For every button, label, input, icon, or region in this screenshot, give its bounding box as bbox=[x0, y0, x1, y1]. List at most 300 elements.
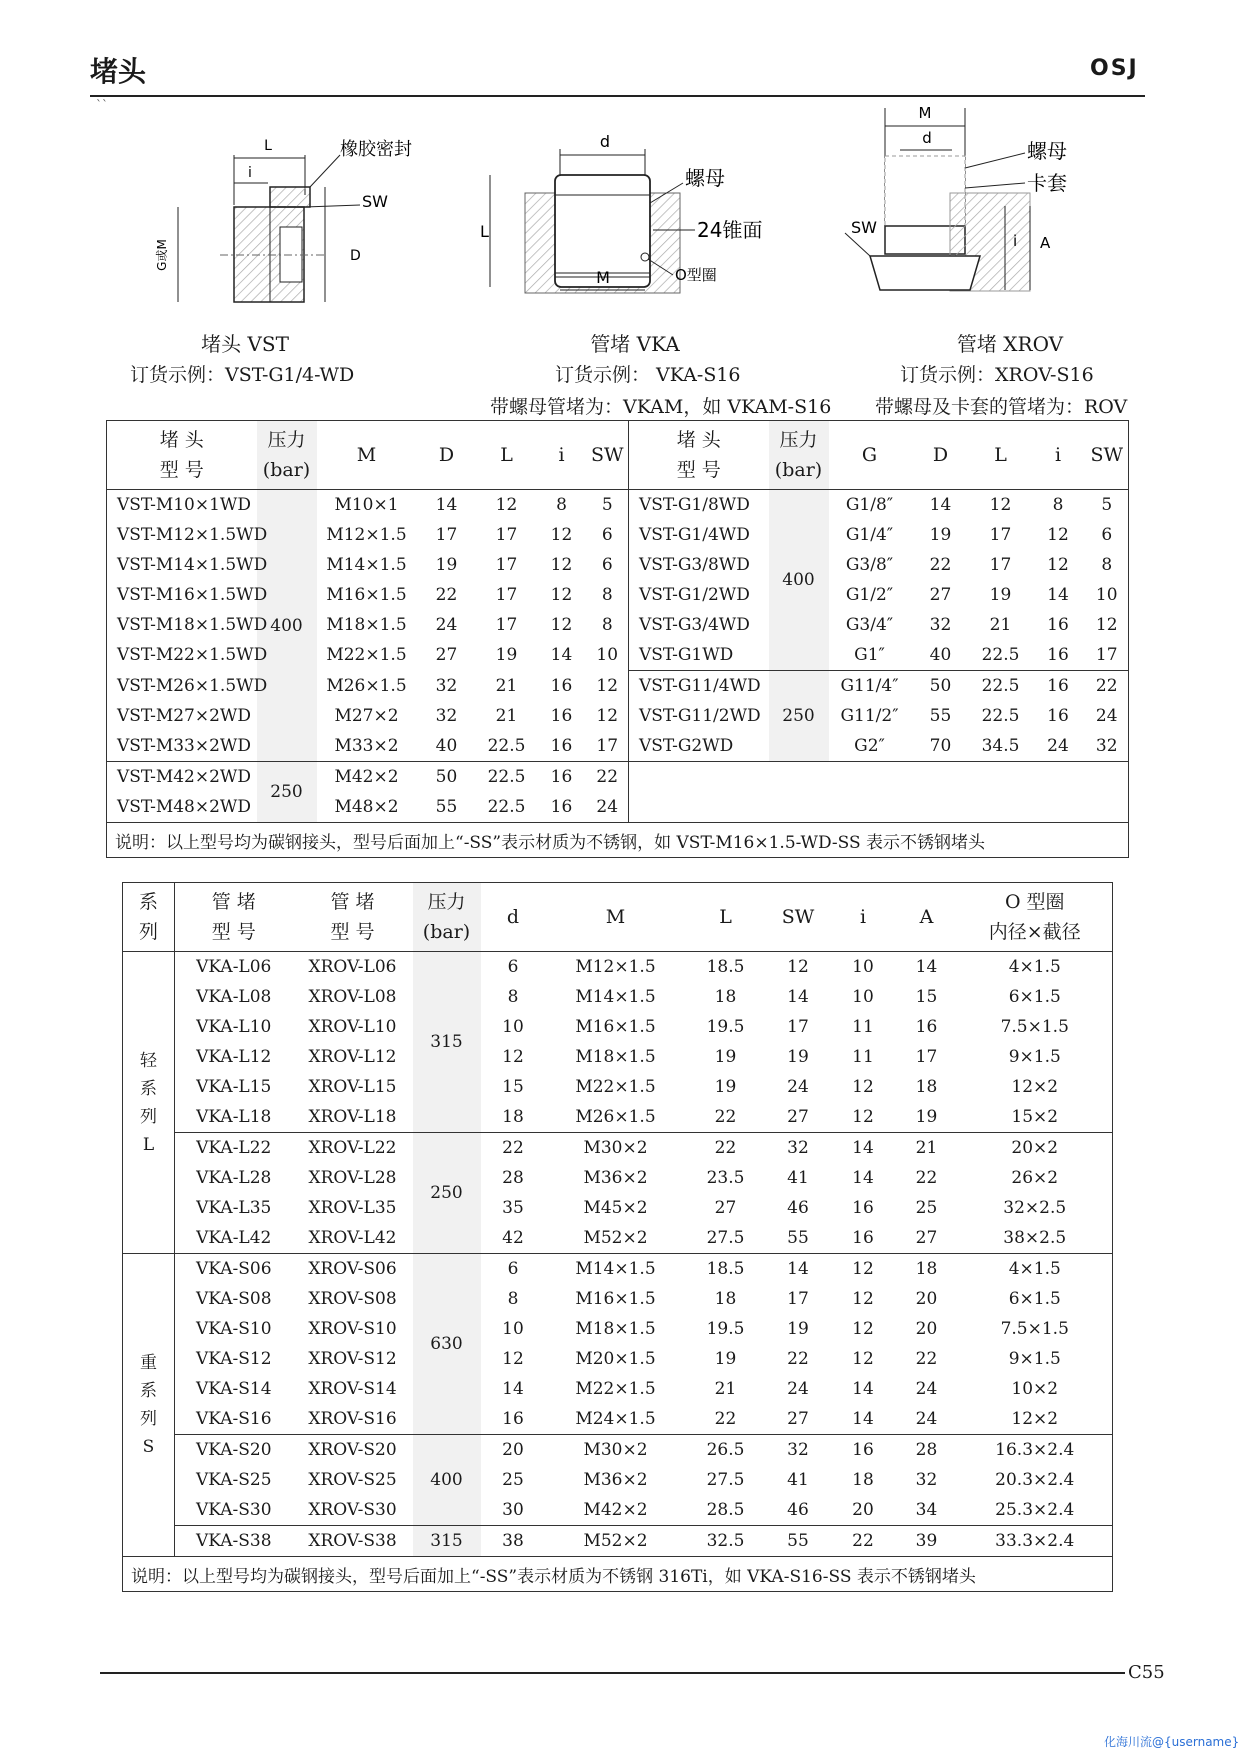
model-cell: VKA-L06 bbox=[175, 952, 293, 983]
value-cell: 11 bbox=[852, 1017, 874, 1037]
table-row bbox=[123, 1284, 1113, 1314]
model-cell: XROV-L10 bbox=[308, 1017, 397, 1037]
value-cell: 12 bbox=[477, 490, 537, 521]
value-cell: 46 bbox=[787, 1198, 809, 1218]
value-cell: M22×1.5 bbox=[575, 1379, 656, 1399]
value-cell: M14×1.5 bbox=[546, 1254, 686, 1285]
table-row bbox=[107, 762, 1129, 793]
model-cell: VKA-L15 bbox=[196, 1077, 272, 1097]
table-row bbox=[123, 1374, 1113, 1404]
value-cell: M30×2 bbox=[546, 1133, 686, 1164]
column-header: O 型圈 内径×截径 bbox=[988, 891, 1081, 943]
table-row bbox=[107, 421, 1129, 490]
value-cell: 12 bbox=[831, 1254, 896, 1285]
value-cell: 55 bbox=[787, 1228, 809, 1248]
column-header: D bbox=[438, 444, 455, 466]
value-cell: 25 bbox=[915, 1198, 938, 1218]
model-cell: XROV-S38 bbox=[293, 1526, 413, 1557]
model-cell: XROV-L35 bbox=[308, 1198, 397, 1218]
dim-label: M bbox=[596, 268, 610, 287]
value-cell: 16 bbox=[1047, 706, 1069, 726]
model-cell: XROV-L08 bbox=[308, 987, 397, 1007]
model-cell: VST-G1/8WD bbox=[629, 490, 769, 521]
value-cell: 14 bbox=[911, 490, 971, 521]
model-cell: VKA-S25 bbox=[195, 1470, 272, 1490]
value-cell: 12 bbox=[971, 490, 1031, 521]
value-cell: 22 bbox=[915, 1349, 938, 1369]
dim-label: i bbox=[248, 165, 252, 181]
value-cell: 16 bbox=[550, 706, 573, 726]
value-cell: 7.5×1.5 bbox=[1000, 1017, 1069, 1037]
model-cell: XROV-L06 bbox=[293, 952, 413, 983]
column-header: L bbox=[719, 906, 732, 928]
value-cell: 21 bbox=[896, 1133, 958, 1164]
value-cell: 16 bbox=[537, 762, 587, 793]
value-cell: 22 bbox=[831, 1526, 896, 1557]
value-cell: 12 bbox=[852, 1107, 874, 1127]
value-cell: 20×2 bbox=[958, 1133, 1113, 1164]
model-cell: XROV-S08 bbox=[308, 1289, 397, 1309]
value-cell: G3/8″ bbox=[845, 555, 894, 575]
value-cell: 14 bbox=[766, 1254, 831, 1285]
value-cell: 12 bbox=[502, 1349, 524, 1369]
xrov-nut-note: 带螺母及卡套的管堵为：ROV bbox=[875, 396, 1128, 418]
seal-label: 橡胶密封 bbox=[340, 139, 412, 160]
table-row bbox=[123, 1344, 1113, 1374]
footer-divider bbox=[100, 1672, 1125, 1674]
value-cell: 6×1.5 bbox=[1008, 1289, 1061, 1309]
table-row bbox=[123, 1012, 1113, 1042]
model-cell: VST-M22×1.5WD bbox=[117, 645, 268, 666]
value-cell: 6 bbox=[481, 1254, 546, 1285]
pressure-cell: 630 bbox=[413, 1254, 481, 1435]
value-cell: 21 bbox=[495, 675, 518, 696]
nut-label: 螺母 bbox=[1027, 139, 1067, 163]
value-cell: 32×2.5 bbox=[1003, 1198, 1067, 1218]
value-cell: 22.5 bbox=[971, 671, 1031, 702]
value-cell: 12 bbox=[1047, 555, 1069, 575]
model-cell: XROV-S06 bbox=[293, 1254, 413, 1285]
model-cell: VKA-L08 bbox=[196, 987, 272, 1007]
model-cell: VST-G3/4WD bbox=[639, 615, 750, 635]
model-cell: XROV-L15 bbox=[308, 1077, 397, 1097]
vst-caption: 堵头 VST bbox=[201, 332, 289, 356]
value-cell: 12 bbox=[550, 555, 573, 575]
pressure-cell: 315 bbox=[413, 952, 481, 1133]
model-cell: VST-M42×2WD bbox=[107, 762, 257, 793]
value-cell: M20×1.5 bbox=[575, 1349, 656, 1369]
table-row bbox=[123, 1465, 1113, 1495]
value-cell: 32 bbox=[766, 1133, 831, 1164]
value-cell: 25.3×2.4 bbox=[995, 1500, 1075, 1520]
value-cell: M26×1.5 bbox=[326, 675, 407, 696]
model-cell: VST-M33×2WD bbox=[117, 736, 252, 756]
value-cell: 6 bbox=[587, 550, 629, 580]
value-cell: 22 bbox=[587, 762, 629, 793]
value-cell: 19 bbox=[435, 555, 458, 575]
model-cell: VKA-S38 bbox=[175, 1526, 293, 1557]
value-cell: 11 bbox=[852, 1047, 874, 1067]
model-cell: VST-G1WD bbox=[639, 645, 734, 665]
vka-order-example: 订货示例： VKA-S16 bbox=[555, 364, 741, 386]
column-header: i bbox=[558, 444, 565, 466]
model-cell: XROV-L18 bbox=[308, 1107, 397, 1127]
model-cell: XROV-S12 bbox=[308, 1349, 397, 1369]
value-cell: 19 bbox=[787, 1047, 809, 1067]
table-note: 说明：以上型号均为碳钢接头，型号后面加上“-SS”表示材质为不锈钢 316Ti，如 VKA-S16-SS 表示不锈钢堵头 bbox=[123, 1557, 1113, 1592]
value-cell: 17 bbox=[989, 525, 1012, 545]
value-cell: 24 bbox=[787, 1379, 809, 1399]
model-cell: VKA-L35 bbox=[196, 1198, 272, 1218]
value-cell: 12 bbox=[1095, 615, 1118, 635]
nut-label: 螺母 bbox=[685, 166, 725, 190]
dim-label: i bbox=[1013, 232, 1018, 250]
model-cell: VKA-S30 bbox=[195, 1500, 272, 1520]
value-cell: M10×1 bbox=[317, 490, 417, 521]
value-cell: G2″ bbox=[854, 736, 885, 756]
value-cell: 21 bbox=[989, 615, 1012, 635]
value-cell: 22 bbox=[481, 1133, 546, 1164]
model-cell: VST-G1/4WD bbox=[639, 525, 750, 545]
value-cell: 17 bbox=[787, 1289, 809, 1309]
value-cell: 14 bbox=[502, 1379, 524, 1399]
value-cell: 18.5 bbox=[686, 952, 766, 983]
value-cell: 50 bbox=[417, 762, 477, 793]
model-cell: VST-G3/8WD bbox=[639, 555, 750, 575]
value-cell: 12 bbox=[550, 525, 573, 545]
value-cell: 16.3×2.4 bbox=[958, 1435, 1113, 1466]
table-row bbox=[123, 1223, 1113, 1254]
value-cell: 22 bbox=[929, 555, 952, 575]
column-header: SW bbox=[587, 421, 629, 490]
brand-logo: OSJ bbox=[1090, 56, 1139, 81]
table-row bbox=[123, 883, 1113, 952]
ferrule-label: 卡套 bbox=[1027, 171, 1067, 195]
watermark: 化海川流@{username} bbox=[1104, 1735, 1240, 1749]
dim-label: L bbox=[480, 222, 489, 241]
value-cell: 15×2 bbox=[1011, 1107, 1059, 1127]
value-cell: 22 bbox=[686, 1133, 766, 1164]
page-title: 堵头 bbox=[90, 55, 147, 88]
value-cell: 15 bbox=[502, 1077, 524, 1097]
value-cell: 14 bbox=[550, 645, 573, 666]
value-cell: M48×2 bbox=[334, 797, 399, 817]
column-header: 压力 (bar) bbox=[413, 883, 481, 952]
value-cell: 50 bbox=[911, 671, 971, 702]
value-cell: M30×2 bbox=[546, 1435, 686, 1466]
value-cell: 8 bbox=[1101, 555, 1113, 575]
column-header: D bbox=[932, 444, 949, 466]
value-cell: 14 bbox=[852, 1168, 874, 1188]
value-cell: 35 bbox=[502, 1198, 524, 1218]
value-cell: 27 bbox=[929, 585, 952, 605]
value-cell: 55 bbox=[929, 706, 952, 726]
value-cell: M12×1.5 bbox=[546, 952, 686, 983]
column-header: d bbox=[506, 906, 520, 928]
value-cell: 5 bbox=[1086, 490, 1129, 521]
value-cell: 10 bbox=[1095, 585, 1118, 605]
value-cell: 8 bbox=[587, 610, 629, 640]
value-cell: 22 bbox=[714, 1107, 737, 1127]
value-cell: M42×2 bbox=[317, 762, 417, 793]
value-cell: 55 bbox=[435, 797, 458, 817]
value-cell: 32 bbox=[929, 615, 952, 635]
value-cell: 22 bbox=[714, 1409, 737, 1429]
value-cell: 27 bbox=[787, 1107, 809, 1127]
model-cell: VKA-L42 bbox=[196, 1228, 272, 1248]
column-header: G bbox=[861, 444, 878, 466]
value-cell: 14 bbox=[787, 987, 809, 1007]
cone-label: 24锥面 bbox=[697, 218, 763, 242]
value-cell: 22.5 bbox=[487, 797, 526, 817]
value-cell: 24 bbox=[787, 1077, 809, 1097]
value-cell: 18 bbox=[852, 1470, 874, 1490]
value-cell: M22×1.5 bbox=[575, 1077, 656, 1097]
value-cell: 26×2 bbox=[1011, 1168, 1059, 1188]
model-cell: VKA-S20 bbox=[175, 1435, 293, 1466]
value-cell: 17 bbox=[495, 525, 518, 545]
column-header: L bbox=[500, 444, 513, 466]
column-header: i bbox=[1054, 444, 1062, 466]
value-cell: 22 bbox=[435, 585, 458, 605]
vka-xrov-table bbox=[122, 882, 1113, 1592]
value-cell: 19.5 bbox=[706, 1319, 745, 1339]
value-cell: G11/4″ bbox=[829, 671, 911, 702]
model-cell: VST-M26×1.5WD bbox=[117, 675, 268, 696]
column-header: SW bbox=[1090, 444, 1124, 466]
oring-label: O型圈 bbox=[675, 266, 717, 284]
value-cell: 28.5 bbox=[706, 1500, 745, 1520]
value-cell: 27.5 bbox=[706, 1228, 745, 1248]
value-cell: 21 bbox=[495, 706, 518, 726]
value-cell: 21 bbox=[714, 1379, 737, 1399]
value-cell: 27 bbox=[787, 1409, 809, 1429]
pressure-cell: 400 bbox=[413, 1435, 481, 1526]
value-cell: 12 bbox=[852, 1319, 874, 1339]
value-cell: 8 bbox=[507, 1289, 519, 1309]
value-cell: 41 bbox=[787, 1168, 809, 1188]
pressure-cell: 400 bbox=[257, 490, 317, 762]
value-cell: 12×2 bbox=[1011, 1077, 1059, 1097]
table-row bbox=[123, 1495, 1113, 1526]
value-cell: 12 bbox=[550, 615, 573, 635]
value-cell: 24 bbox=[435, 615, 458, 635]
value-cell: 10 bbox=[831, 952, 896, 983]
value-cell: 34.5 bbox=[981, 736, 1020, 756]
value-cell: 12 bbox=[502, 1047, 524, 1067]
value-cell: 12 bbox=[587, 671, 629, 702]
sw-label: SW bbox=[362, 192, 388, 211]
model-cell: XROV-S16 bbox=[308, 1409, 397, 1429]
value-cell: 8 bbox=[537, 490, 587, 521]
value-cell: 22.5 bbox=[981, 645, 1020, 665]
pressure-cell: 400 bbox=[769, 490, 829, 671]
dim-label: A bbox=[1040, 234, 1051, 252]
value-cell: 14 bbox=[852, 1409, 874, 1429]
pressure-cell: 250 bbox=[257, 762, 317, 823]
value-cell: 17 bbox=[587, 731, 629, 762]
value-cell: M16×1.5 bbox=[326, 585, 407, 605]
table-row bbox=[123, 1042, 1113, 1072]
model-cell: VKA-S06 bbox=[175, 1254, 293, 1285]
value-cell: 12×2 bbox=[1011, 1409, 1059, 1429]
value-cell: G1/4″ bbox=[845, 525, 894, 545]
value-cell: 14 bbox=[831, 1133, 896, 1164]
table-row bbox=[107, 490, 1129, 521]
column-header: i bbox=[859, 906, 867, 928]
model-cell: VKA-S16 bbox=[195, 1409, 272, 1429]
table-row bbox=[123, 1133, 1113, 1164]
value-cell: 17 bbox=[915, 1047, 938, 1067]
value-cell: 16 bbox=[502, 1409, 524, 1429]
value-cell: M52×2 bbox=[546, 1526, 686, 1557]
value-cell: 19 bbox=[714, 1349, 737, 1369]
value-cell: 12 bbox=[766, 952, 831, 983]
value-cell: 27 bbox=[915, 1228, 938, 1248]
model-cell: VKA-L12 bbox=[196, 1047, 272, 1067]
xrov-order-example: 订货示例：XROV-S16 bbox=[900, 364, 1094, 386]
value-cell: 19 bbox=[989, 585, 1012, 605]
value-cell: 28 bbox=[502, 1168, 524, 1188]
model-cell: VST-M16×1.5WD bbox=[117, 585, 268, 605]
model-cell: VST-M27×2WD bbox=[117, 706, 252, 726]
header-divider bbox=[90, 95, 1145, 97]
model-cell: VKA-L22 bbox=[175, 1133, 293, 1164]
model-cell: VST-G11/2WD bbox=[639, 706, 761, 726]
value-cell: 18.5 bbox=[686, 1254, 766, 1285]
value-cell: 24 bbox=[915, 1379, 938, 1399]
value-cell: 27 bbox=[714, 1198, 737, 1218]
sw-label: SW bbox=[851, 218, 877, 237]
value-cell: 12 bbox=[1047, 525, 1069, 545]
table-note: 说明：以上型号均为碳钢接头，型号后面加上“-SS”表示材质为不锈钢，如 VST-M16×1.5-WD-SS 表示不锈钢堵头 bbox=[107, 823, 1129, 858]
value-cell: 20 bbox=[915, 1319, 938, 1339]
pressure-cell: 250 bbox=[769, 671, 829, 762]
model-cell: VST-G1/2WD bbox=[639, 585, 750, 605]
value-cell: 40 bbox=[929, 645, 952, 665]
value-cell: 6 bbox=[1101, 525, 1113, 545]
value-cell: 10 bbox=[502, 1017, 524, 1037]
value-cell: M26×1.5 bbox=[575, 1107, 656, 1127]
value-cell: M18×1.5 bbox=[575, 1047, 656, 1067]
model-cell: VKA-L18 bbox=[196, 1107, 272, 1127]
value-cell: 20 bbox=[481, 1435, 546, 1466]
value-cell: M12×1.5 bbox=[326, 525, 407, 545]
value-cell: 23.5 bbox=[706, 1168, 745, 1188]
value-cell: 16 bbox=[852, 1228, 874, 1248]
table-row bbox=[123, 1072, 1113, 1102]
value-cell: G1″ bbox=[854, 645, 885, 665]
value-cell: 16 bbox=[1031, 671, 1086, 702]
value-cell: 17 bbox=[495, 585, 518, 605]
value-cell: M42×2 bbox=[583, 1500, 648, 1520]
model-cell: VKA-S14 bbox=[195, 1379, 272, 1399]
value-cell: 32.5 bbox=[686, 1526, 766, 1557]
value-cell: 30 bbox=[502, 1500, 524, 1520]
value-cell: 22 bbox=[915, 1168, 938, 1188]
column-header: 压力 (bar) bbox=[257, 421, 317, 490]
column-header: M bbox=[356, 444, 377, 466]
column-header: A bbox=[919, 906, 934, 928]
column-header: 堵 头 型 号 bbox=[159, 429, 204, 481]
value-cell: 17 bbox=[495, 615, 518, 635]
model-cell: XROV-S20 bbox=[293, 1435, 413, 1466]
model-cell: VKA-L28 bbox=[196, 1168, 272, 1188]
value-cell: 19 bbox=[915, 1107, 938, 1127]
column-header: M bbox=[605, 906, 626, 928]
value-cell: 39 bbox=[896, 1526, 958, 1557]
dim-label: d bbox=[599, 132, 611, 151]
model-cell: XROV-S30 bbox=[308, 1500, 397, 1520]
value-cell: G3/4″ bbox=[845, 615, 894, 635]
value-cell: 24 bbox=[587, 792, 629, 823]
value-cell: 22 bbox=[1086, 671, 1129, 702]
value-cell: 16 bbox=[831, 1435, 896, 1466]
value-cell: 18 bbox=[502, 1107, 524, 1127]
table-row bbox=[123, 1193, 1113, 1223]
model-cell: VST-M10×1WD bbox=[107, 490, 257, 521]
empty-cell bbox=[629, 762, 1129, 823]
value-cell: 46 bbox=[787, 1500, 809, 1520]
model-cell: VST-M18×1.5WD bbox=[117, 615, 268, 635]
value-cell: 22 bbox=[787, 1349, 809, 1369]
dim-label: M bbox=[918, 104, 932, 122]
value-cell: 40 bbox=[435, 736, 458, 756]
vka-diagram bbox=[455, 125, 785, 320]
vka-nut-note: 带螺母管堵为：VKAM，如 VKAM-S16 bbox=[490, 396, 832, 418]
value-cell: 17 bbox=[495, 555, 518, 575]
value-cell: 12 bbox=[587, 701, 629, 731]
dim-label: G或M bbox=[155, 239, 169, 271]
value-cell: 8 bbox=[1031, 490, 1086, 521]
column-header: 管 堵 型 号 bbox=[211, 891, 256, 943]
table-row bbox=[123, 1254, 1113, 1285]
vst-table bbox=[106, 420, 1129, 858]
value-cell: 26.5 bbox=[686, 1435, 766, 1466]
value-cell: 24 bbox=[1095, 706, 1118, 726]
value-cell: 22.5 bbox=[487, 736, 526, 756]
value-cell: 17 bbox=[1095, 645, 1118, 665]
value-cell: 20.3×2.4 bbox=[995, 1470, 1075, 1490]
value-cell: 20 bbox=[852, 1500, 874, 1520]
value-cell: 12 bbox=[852, 1289, 874, 1309]
table-row bbox=[123, 1163, 1113, 1193]
value-cell: 8 bbox=[587, 580, 629, 610]
value-cell: 14 bbox=[896, 952, 958, 983]
value-cell: 32 bbox=[1095, 736, 1118, 756]
value-cell: 7.5×1.5 bbox=[1000, 1319, 1069, 1339]
model-cell: VKA-L10 bbox=[196, 1017, 272, 1037]
value-cell: 22.5 bbox=[477, 762, 537, 793]
value-cell: 32 bbox=[435, 675, 458, 696]
value-cell: 19 bbox=[714, 1077, 737, 1097]
value-cell: 10 bbox=[502, 1319, 524, 1339]
model-cell: VST-G2WD bbox=[639, 736, 734, 756]
xrov-caption: 管堵 XROV bbox=[956, 332, 1064, 356]
value-cell: 41 bbox=[787, 1470, 809, 1490]
page-number: C55 bbox=[1128, 1662, 1165, 1683]
value-cell: 70 bbox=[929, 736, 952, 756]
column-header: 压力 (bar) bbox=[769, 421, 829, 490]
value-cell: 10 bbox=[587, 640, 629, 671]
value-cell: 4×1.5 bbox=[958, 1254, 1113, 1285]
model-cell: VST-M14×1.5WD bbox=[117, 555, 268, 575]
model-cell: VKA-S12 bbox=[195, 1349, 272, 1369]
value-cell: M24×1.5 bbox=[575, 1409, 656, 1429]
table-row bbox=[123, 1314, 1113, 1344]
value-cell: 14 bbox=[417, 490, 477, 521]
value-cell: 28 bbox=[896, 1435, 958, 1466]
